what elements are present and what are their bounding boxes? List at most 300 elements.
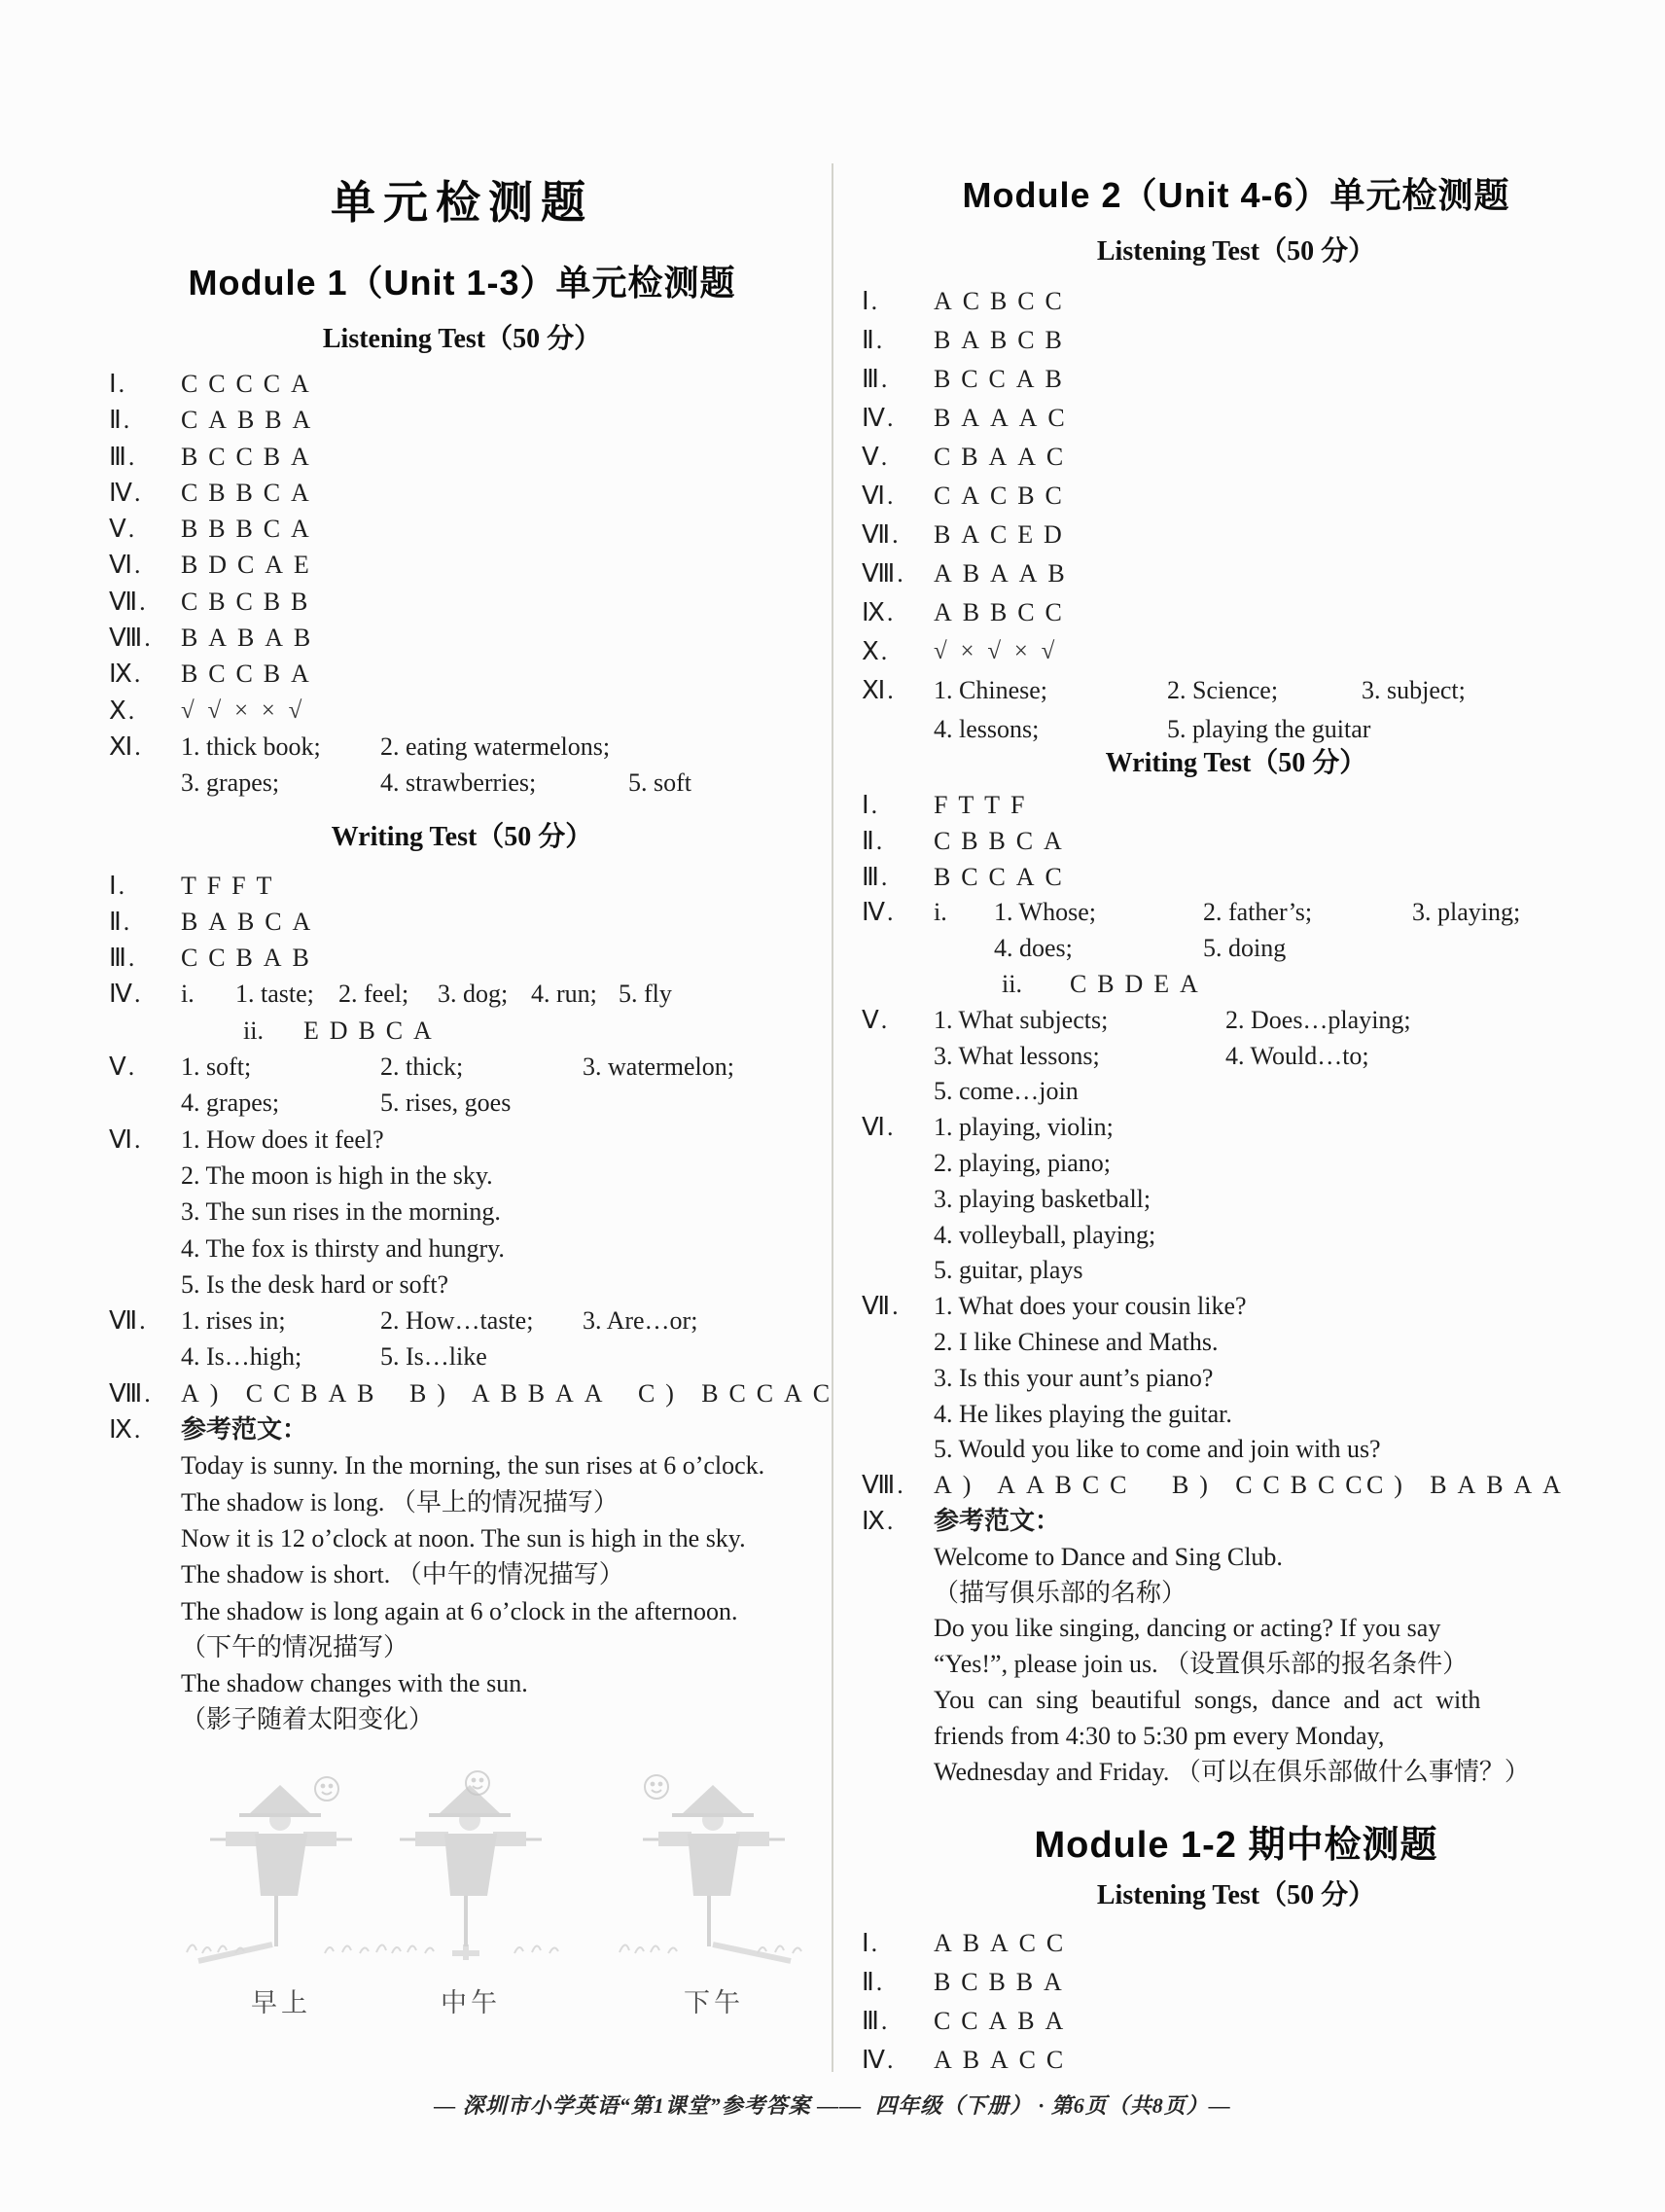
answer-text: CBBCA [934, 826, 1073, 855]
answer-text: 3. playing basketball; [934, 1184, 1151, 1213]
row-numeral [862, 1074, 924, 1110]
row-numeral: Ⅸ. [109, 1415, 143, 1445]
row-numeral [109, 1593, 171, 1629]
answer-text: 5. Would you like to come and join with us? [934, 1435, 1381, 1464]
answer-text: 4. The fox is thirsty and hungry. [181, 1233, 505, 1263]
figure-label-noon: 中午 [441, 1987, 501, 2017]
answer-text: CCABA [934, 2007, 1075, 2036]
answer-row [862, 477, 1611, 516]
row-numeral: Ⅳ. [109, 478, 143, 507]
row-numeral [862, 1755, 924, 1791]
answer-row [109, 868, 815, 904]
answer-text: BABCB [934, 326, 1073, 354]
answer-row [862, 1074, 1611, 1110]
row-numeral: Ⅵ. [109, 1124, 143, 1154]
answer-text: 2. eating watermelons; [380, 731, 611, 761]
row-numeral: Ⅰ. [109, 871, 127, 900]
sun-icon [645, 1775, 668, 1799]
answer-text: i. [934, 898, 947, 927]
answer-text: 3. What lessons; [934, 1041, 1100, 1070]
row-numeral: Ⅲ. [109, 944, 137, 973]
figure-label-afternoon: 下午 [684, 1987, 744, 2017]
row-numeral: Ⅱ. [109, 406, 132, 435]
row-numeral: Ⅷ. [862, 559, 905, 588]
answer-text: 4. grapes; [181, 1088, 280, 1118]
answer-text: 4. He likes playing the guitar. [934, 1399, 1232, 1428]
answer-row [862, 1253, 1611, 1289]
answer-row [109, 940, 815, 976]
answer-text: 4. lessons; [934, 715, 1040, 743]
answer-row [862, 1924, 1611, 1963]
answer-row [109, 1158, 815, 1194]
answer-text: 1. How does it feel? [181, 1124, 384, 1154]
module1-listening-answers [109, 366, 815, 802]
row-numeral: Ⅲ. [862, 365, 890, 393]
row-numeral: Ⅶ. [109, 1306, 148, 1336]
answer-row [862, 1719, 1611, 1755]
answer-text: 2. feel; [338, 980, 409, 1009]
answer-text: 参考范文： [934, 1506, 1061, 1535]
page-title: 单元检测题 [331, 177, 593, 228]
answer-row [109, 729, 815, 765]
column-divider-line [832, 163, 833, 2072]
answer-text: 2. father’s; [1203, 898, 1313, 927]
answer-row [109, 1447, 815, 1483]
answer-text: 1. soft; [181, 1052, 252, 1082]
scarecrow-morning-illustration [179, 1760, 383, 1976]
answer-row [862, 1683, 1611, 1719]
answer-row [109, 976, 815, 1012]
answer-text: 3. Are…or; [583, 1306, 698, 1336]
answer-text: ii. [1002, 969, 1022, 998]
answer-text: 3. grapes; [181, 768, 280, 798]
row-numeral: Ⅴ. [862, 443, 890, 471]
answer-text: The shadow is short. （中午的情况描写） [181, 1560, 624, 1589]
shadow-illustrations [109, 1760, 815, 2028]
row-numeral [109, 1158, 171, 1194]
answer-text: B) CCBCC [1172, 1471, 1373, 1500]
answer-row [109, 511, 815, 547]
answer-row [862, 1039, 1611, 1075]
answer-text: 4. volleyball, playing; [934, 1220, 1156, 1249]
answer-text: ABACC [934, 1929, 1075, 1958]
row-numeral [862, 1253, 924, 1289]
answer-text: √×√×√ [934, 638, 1069, 664]
answer-text: 1. thick book; [181, 731, 321, 761]
answer-row [862, 895, 1611, 931]
midterm-title: Module 1-2 期中检测题 [1034, 1825, 1438, 1867]
answer-row [862, 788, 1611, 824]
row-numeral: Ⅹ. [109, 696, 137, 725]
row-numeral [109, 1520, 171, 1556]
answer-text: 5. doing [1203, 934, 1287, 963]
answer-text: BCCBA [181, 442, 320, 471]
answer-row [862, 554, 1611, 593]
answer-text: 2. thick; [380, 1052, 464, 1082]
answer-row [109, 1122, 815, 1158]
row-numeral [109, 1085, 171, 1121]
answer-row [109, 1375, 841, 1411]
row-numeral: Ⅵ. [109, 551, 143, 580]
row-numeral [109, 1231, 171, 1267]
answer-text: 1. Chinese; [934, 676, 1047, 704]
answer-text: B) ABBAA [409, 1378, 614, 1408]
answer-row [862, 1468, 1611, 1504]
answer-text: 2. I like Chinese and Maths. [934, 1327, 1219, 1356]
answer-row [862, 438, 1611, 477]
row-numeral: Ⅵ. [862, 482, 896, 510]
row-numeral [862, 1146, 924, 1182]
answer-row [109, 1267, 815, 1302]
row-numeral [862, 1325, 924, 1361]
answer-text: 3. watermelon; [583, 1052, 734, 1082]
scarecrow-drawing [612, 1760, 816, 1976]
answer-row [109, 1556, 815, 1592]
answer-row [109, 475, 815, 511]
row-numeral [862, 710, 924, 749]
answer-text: BBBCA [181, 515, 320, 544]
answer-row [109, 904, 815, 940]
answer-row [862, 1289, 1611, 1325]
answer-row [109, 1629, 815, 1665]
answer-row [862, 860, 1611, 896]
answer-text: FTTF [934, 791, 1036, 819]
answer-text: CBCBB [181, 587, 319, 616]
answer-text: （下午的情况描写） [181, 1632, 409, 1661]
answer-text: 3. Is this your aunt’s piano? [934, 1363, 1214, 1392]
row-numeral [109, 1665, 171, 1701]
answer-row [862, 710, 1611, 749]
answer-text: 4. Is…high; [181, 1342, 302, 1372]
answer-text: 5. Is…like [380, 1342, 487, 1372]
answer-text: “Yes!”, please join us. （设置俱乐部的报名条件） [934, 1650, 1469, 1679]
answer-text: CCBAB [181, 944, 320, 973]
answer-row [109, 1085, 815, 1121]
row-numeral [862, 1540, 924, 1576]
answer-row [862, 1361, 1611, 1397]
answer-row [862, 1325, 1611, 1361]
row-numeral: Ⅳ. [862, 404, 896, 432]
row-numeral: Ⅺ. [109, 731, 143, 761]
answer-row [862, 399, 1611, 438]
answer-text: The shadow changes with the sun. [181, 1669, 528, 1698]
answer-text: Now it is 12 o’clock at noon. The sun is high in the sky. [181, 1523, 746, 1552]
answer-text: CACBC [934, 482, 1073, 510]
row-numeral: Ⅸ. [862, 598, 896, 626]
answer-text: 3. The sun rises in the morning. [181, 1197, 501, 1227]
answer-text: 2. Does…playing; [1225, 1005, 1411, 1034]
answer-row [862, 671, 1611, 710]
answer-row [862, 2041, 1611, 2080]
row-numeral: Ⅴ. [109, 1052, 137, 1082]
right-column [862, 175, 1611, 2080]
row-numeral [109, 1447, 171, 1483]
row-numeral: Ⅴ. [862, 1005, 890, 1034]
answer-text: （描写俱乐部的名称） [934, 1578, 1187, 1607]
answer-row [109, 1194, 815, 1230]
row-numeral [109, 1629, 171, 1665]
page-footer [0, 2089, 1665, 2120]
answer-row [862, 1003, 1611, 1039]
answer-row [862, 632, 1611, 671]
row-numeral: Ⅺ. [862, 676, 896, 704]
answer-text: 5. playing the guitar [1167, 715, 1371, 743]
row-numeral [109, 1701, 171, 1737]
row-numeral: Ⅶ. [862, 1292, 901, 1321]
row-numeral [109, 1338, 171, 1374]
answer-row [109, 1520, 815, 1556]
row-numeral [862, 1719, 924, 1755]
answer-row [109, 402, 815, 438]
answer-text: 5. come…join [934, 1077, 1079, 1106]
answer-text: Today is sunny. In the morning, the sun rises at 6 o’clock. [181, 1451, 765, 1481]
module2-listening-answers [862, 282, 1611, 749]
answer-row [109, 1593, 815, 1629]
answer-row [109, 439, 815, 475]
module1-listening-heading: Listening Test（50 分） [322, 324, 602, 354]
row-numeral: Ⅸ. [862, 1506, 896, 1535]
answer-text: 5. rises, goes [380, 1088, 512, 1118]
row-numeral: Ⅲ. [862, 2007, 890, 2036]
answer-row [862, 1504, 1611, 1540]
row-numeral: Ⅷ. [109, 624, 153, 653]
row-numeral [862, 1182, 924, 1218]
row-numeral [862, 1683, 924, 1719]
module2-writing-heading: Writing Test（50 分） [1105, 748, 1367, 778]
answer-text: 5. guitar, plays [934, 1256, 1083, 1285]
answer-row [862, 2002, 1611, 2041]
answer-text: CBDEA [1070, 969, 1209, 998]
row-numeral: Ⅲ. [862, 862, 890, 891]
answer-row [109, 1665, 815, 1701]
row-numeral [862, 1576, 924, 1612]
answer-text: CABBA [181, 406, 322, 435]
answer-row [109, 1338, 815, 1374]
answer-row [109, 547, 815, 583]
answer-row [862, 1110, 1611, 1146]
row-numeral: Ⅶ. [109, 587, 148, 616]
figure-label-morning: 早上 [251, 1987, 311, 2017]
answer-text: 2. How…taste; [380, 1306, 534, 1336]
answer-row [862, 1540, 1611, 1576]
answer-text: BCCAB [934, 365, 1073, 393]
answer-text: CBAAC [934, 443, 1075, 471]
answer-text: BCBBA [934, 1968, 1073, 1997]
answer-text: 4. strawberries; [380, 768, 537, 798]
row-numeral: Ⅶ. [862, 520, 901, 549]
row-numeral [862, 1361, 924, 1397]
row-numeral [862, 1611, 924, 1647]
answer-text: BCCBA [181, 660, 320, 689]
row-numeral [862, 967, 924, 1003]
sun-icon [315, 1777, 338, 1801]
answer-text: i. [181, 980, 195, 1009]
row-numeral [862, 1218, 924, 1254]
module1-writing-answers [109, 868, 841, 1738]
answer-row [109, 584, 815, 620]
row-numeral: Ⅲ. [109, 442, 137, 471]
answer-text: 2. playing, piano; [934, 1148, 1111, 1177]
answer-text: BACED [934, 520, 1073, 549]
answer-row [862, 1647, 1611, 1683]
module1-title: Module 1（Unit 1-3）单元检测题 [188, 263, 736, 303]
row-numeral: Ⅳ. [109, 980, 143, 1009]
answer-text: ABBCC [934, 598, 1073, 626]
row-numeral [862, 1432, 924, 1468]
answer-row [862, 516, 1611, 554]
row-numeral [109, 1484, 171, 1520]
answer-row [862, 824, 1611, 860]
module2-listening-heading: Listening Test（50 分） [1096, 236, 1376, 267]
answer-row [109, 1484, 815, 1520]
answer-row [862, 1218, 1611, 1254]
row-numeral [109, 1013, 171, 1049]
answer-text: C) BABAA [1366, 1471, 1572, 1500]
row-numeral: Ⅱ. [109, 907, 132, 936]
answer-row [109, 765, 815, 801]
answer-text: ABACC [934, 2046, 1075, 2075]
answer-row [862, 1146, 1611, 1182]
answer-text: 2. The moon is high in the sky. [181, 1160, 493, 1190]
midterm-listening-answers [862, 1924, 1611, 2080]
row-numeral: Ⅱ. [862, 826, 885, 855]
scarecrow-afternoon-illustration [612, 1760, 816, 1976]
row-numeral [862, 1397, 924, 1433]
row-numeral: Ⅳ. [862, 2046, 896, 2075]
row-numeral [109, 1556, 171, 1592]
answer-text: ACBCC [934, 287, 1073, 315]
answer-row [862, 1611, 1611, 1647]
footer-page-number: 四年级（下册） · 第6页（共8页）— [875, 2093, 1231, 2118]
row-numeral [862, 931, 924, 967]
row-numeral: Ⅰ. [862, 791, 880, 819]
row-numeral [862, 1647, 924, 1683]
row-numeral: Ⅰ. [862, 287, 880, 315]
answer-text: You can sing beautiful songs, dance and act with [934, 1685, 1481, 1714]
answer-row [109, 1013, 815, 1049]
left-column [109, 175, 841, 2028]
answer-text: Do you like singing, dancing or acting? If you say [934, 1614, 1441, 1643]
answer-text: 1. What does your cousin like? [934, 1292, 1247, 1321]
row-numeral [109, 1194, 171, 1230]
scarecrow-drawing [179, 1760, 383, 1976]
answer-row [109, 693, 815, 729]
answer-text: ii. [243, 1016, 264, 1045]
answer-text: 5. soft [628, 768, 691, 798]
answer-row [862, 1397, 1611, 1433]
answer-text: 1. rises in; [181, 1306, 286, 1336]
answer-row [109, 1411, 815, 1447]
module2-title: Module 2（Unit 4-6）单元检测题 [962, 175, 1510, 215]
answer-text: 4. does; [994, 934, 1073, 963]
answer-text: BCCAC [934, 862, 1073, 891]
answer-text: 2. Science; [1167, 676, 1279, 704]
answer-row [109, 1231, 815, 1267]
answer-row [862, 360, 1611, 399]
answer-row [862, 321, 1611, 360]
answer-text: Wednesday and Friday. （可以在俱乐部做什么事情？） [934, 1757, 1530, 1786]
row-numeral: Ⅱ. [862, 1968, 885, 1997]
answer-text: √√××√ [181, 696, 316, 724]
answer-row [862, 931, 1611, 967]
answer-row [862, 593, 1611, 632]
answer-text: A) CCBAB [181, 1378, 385, 1408]
answer-row [862, 1432, 1611, 1468]
answer-row [109, 620, 815, 656]
answer-row [862, 967, 1611, 1003]
answer-text: 5. fly [619, 980, 672, 1009]
answer-text: BABAB [181, 624, 322, 653]
answer-row [109, 366, 815, 402]
shadow-shape [452, 1944, 479, 1960]
answer-text: 1. taste; [235, 980, 314, 1009]
answer-text: Welcome to Dance and Sing Club. [934, 1542, 1283, 1571]
answer-text: 5. Is the desk hard or soft? [181, 1269, 449, 1299]
answer-row [109, 656, 815, 692]
answer-text: CBBCA [181, 478, 320, 507]
midterm-listening-heading: Listening Test（50 分） [1096, 1880, 1376, 1911]
row-numeral: Ⅷ. [109, 1378, 153, 1408]
answer-text: EDBCA [303, 1016, 443, 1045]
answer-row [862, 1182, 1611, 1218]
answer-text: 3. subject; [1362, 676, 1466, 704]
answer-text: The shadow is long again at 6 o’clock in the afternoon. [181, 1596, 738, 1625]
answer-row [862, 1963, 1611, 2002]
answer-text: ABAAB [934, 559, 1076, 588]
answer-text: TFFT [181, 871, 283, 900]
row-numeral: Ⅴ. [109, 515, 137, 544]
answer-row [109, 1302, 815, 1338]
answer-text: 4. run; [531, 980, 597, 1009]
scarecrow-drawing [369, 1760, 573, 1976]
answer-text: （影子随着太阳变化） [181, 1705, 435, 1734]
answer-row [109, 1049, 815, 1085]
answer-text: BDCAE [181, 551, 320, 580]
answer-text: CCCCA [181, 370, 320, 398]
row-numeral [109, 765, 171, 801]
row-numeral: Ⅷ. [862, 1471, 905, 1500]
answer-text: BABCA [181, 907, 322, 936]
row-numeral: Ⅰ. [109, 370, 127, 398]
answer-text: 3. dog; [438, 980, 509, 1009]
answer-text: BAAAC [934, 404, 1076, 432]
scarecrow-noon-illustration [369, 1760, 573, 1976]
row-numeral: Ⅹ. [862, 637, 890, 665]
row-numeral: Ⅳ. [862, 898, 896, 927]
row-numeral: Ⅰ. [862, 1929, 880, 1958]
answer-text: 3. playing; [1412, 898, 1521, 927]
footer-book-title: — 深圳市小学英语“第1课堂”参考答案 —— [434, 2093, 863, 2118]
row-numeral: Ⅱ. [862, 326, 885, 354]
module2-writing-answers [862, 788, 1611, 1790]
answer-text: 4. Would…to; [1225, 1041, 1369, 1070]
answer-text: 1. playing, violin; [934, 1113, 1114, 1142]
row-numeral [109, 1267, 171, 1302]
answer-text: 参考范文： [181, 1415, 308, 1445]
answer-text: A) AABCC [934, 1471, 1138, 1500]
answer-text: C) BCCAC [638, 1378, 841, 1408]
answer-text: The shadow is long. （早上的情况描写） [181, 1487, 619, 1516]
answer-text: friends from 4:30 to 5:30 pm every Monday, [934, 1721, 1385, 1750]
row-numeral: Ⅵ. [862, 1113, 896, 1142]
answer-row [109, 1701, 815, 1737]
row-numeral: Ⅸ. [109, 660, 143, 689]
module1-writing-heading: Writing Test（50 分） [331, 821, 593, 852]
answer-row [862, 1755, 1611, 1791]
answer-row [862, 282, 1611, 321]
answer-text: 1. What subjects; [934, 1005, 1109, 1034]
row-numeral [862, 1039, 924, 1075]
